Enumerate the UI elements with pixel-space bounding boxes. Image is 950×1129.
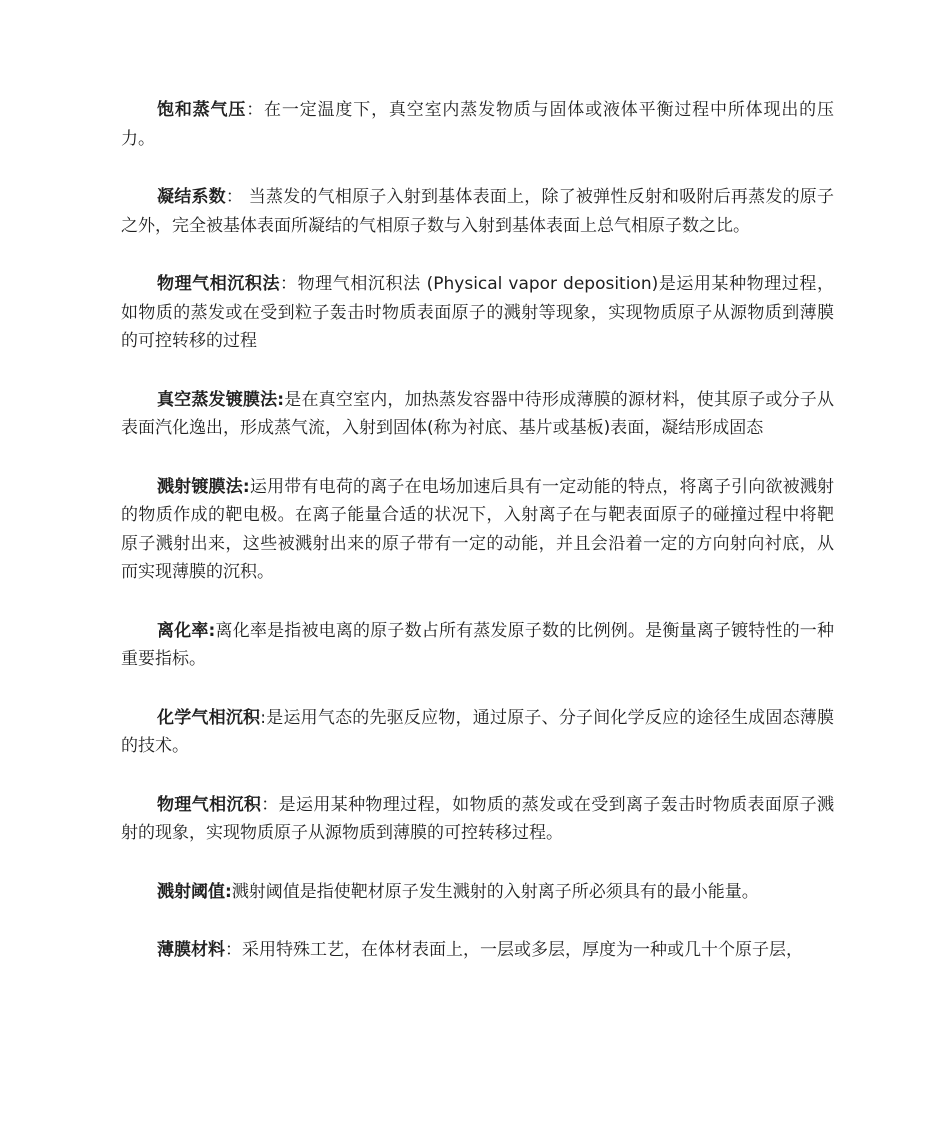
definition-term: 离化率: — [157, 620, 216, 641]
definition-paragraph — [121, 473, 834, 587]
definition-text: 是运用气态的先驱反应物，通过原子、分子间化学反应的途径生成固态薄膜的技术。 — [121, 707, 835, 756]
definition-term: 溅射阈值: — [157, 881, 232, 902]
definition-term: 饱和蒸气压 — [157, 100, 247, 120]
definition-term: 凝结系数 — [157, 187, 226, 207]
definition-paragraph — [121, 791, 834, 848]
definition-separator: ： — [246, 100, 265, 120]
definition-term: 物理气相沉积法 — [157, 274, 281, 294]
definition-text: 在一定温度下，真空室内蒸发物质与固体或液体平衡过程中所体现出的压力。 — [121, 100, 835, 149]
definition-paragraph — [121, 96, 834, 153]
definition-text: 离化率是指被电离的原子数占所有蒸发原子数的比例例。是衡量离子镀特性的一种重要指标。 — [121, 620, 834, 669]
definition-text: 是在真空室内，加热蒸发容器中待形成薄膜的源材料，使其原子或分子从表面汽化逸出，形成蒸气流，入射到固体(称为衬底、基片或基板)表面，凝结形成固态 — [121, 389, 834, 438]
definition-term: 溅射镀膜法: — [157, 476, 250, 497]
definition-paragraph — [121, 617, 834, 674]
definition-paragraph — [121, 183, 834, 240]
document-body — [121, 96, 834, 995]
definition-text: 运用带有电荷的离子在电场加速后具有一定动能的特点，将离子引向欲被溅射的物质作成的靶电极。在离子能量合适的状况下，入射离子在与靶表面原子的碰撞过程中将靶原子溅射出来，这些被溅射出来的原子带有一定的动能，并且会沿着一定的方向射向衬底，从而实现薄膜的沉积。 — [121, 476, 834, 582]
definition-text: 溅射阈值是指使靶材原子发生溅射的入射离子所必须具有的最小能量。 — [231, 881, 759, 902]
definition-paragraph — [121, 936, 834, 965]
definition-separator: ： — [280, 274, 298, 294]
definition-text: 物理气相沉积法 (Physical vapor deposition)是运用某种物理过程，如物质的蒸发或在受到粒子轰击时物质表面原子的溅射等现象，实现物质原子从源物质到薄膜的可控转移的过程 — [121, 274, 835, 351]
definition-term: 化学气相沉积 — [157, 707, 261, 728]
definition-text: 是运用某种物理过程，如物质的蒸发或在受到离子轰击时物质表面原子溅射的现象，实现物质原子从源物质到薄膜的可控转移过程。 — [121, 794, 835, 843]
definition-text: 当蒸发的气相原子入射到基体表面上，除了被弹性反射和吸附后再蒸发的原子之外，完全被基体表面所凝结的气相原子数与入射到基体表面上总气相原子数之比。 — [121, 187, 835, 236]
definition-paragraph — [121, 386, 834, 443]
definition-term: 真空蒸发镀膜法: — [157, 389, 285, 410]
definition-term: 薄膜材料 — [157, 940, 225, 960]
definition-paragraph — [121, 704, 834, 761]
definition-separator: ： — [261, 794, 279, 815]
definition-paragraph — [121, 270, 834, 356]
definition-paragraph — [121, 878, 834, 907]
definition-term: 物理气相沉积 — [157, 794, 262, 815]
definition-text: 采用特殊工艺，在体材表面上，一层或多层，厚度为一种或几十个原子层， — [242, 940, 803, 960]
definition-separator: ： — [225, 940, 242, 960]
definition-separator: : — [260, 707, 267, 728]
definition-separator: ： — [225, 187, 244, 207]
